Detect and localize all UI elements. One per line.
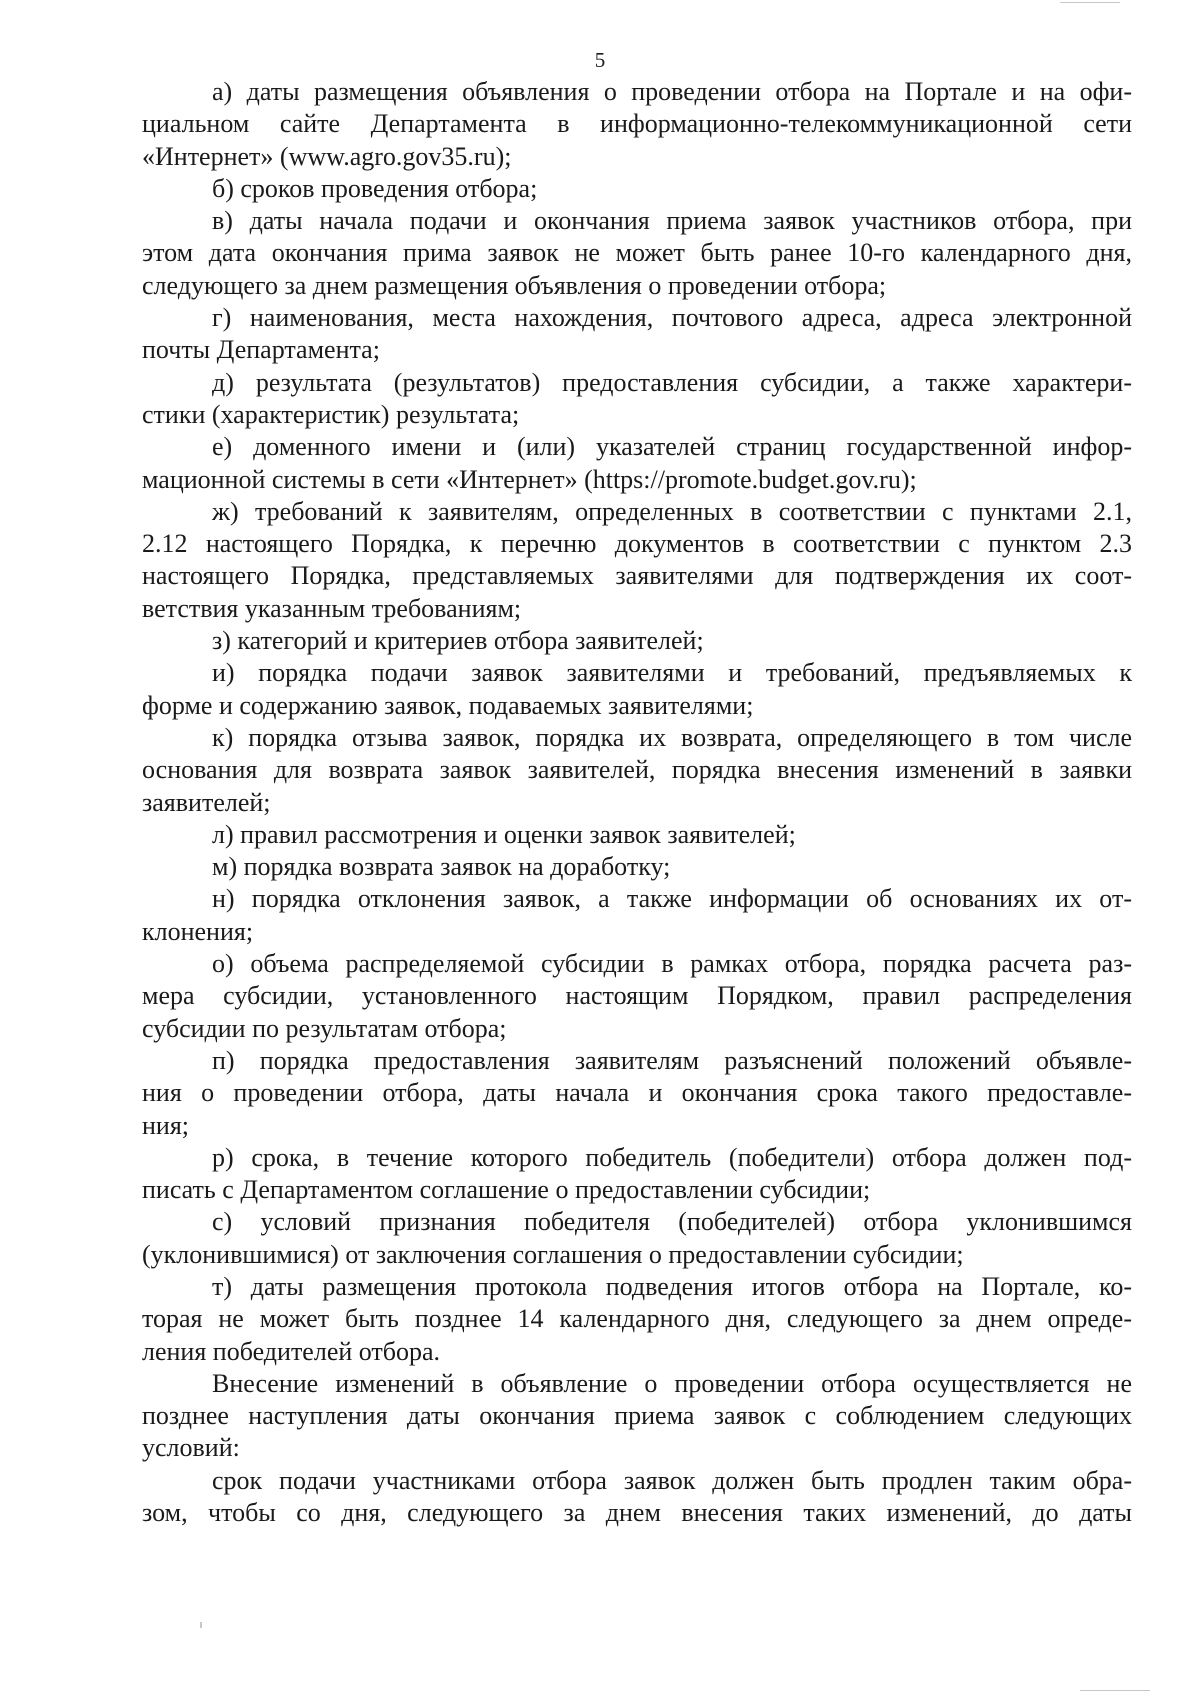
text-line: этом дата окончания прима заявок не может быть ранее 10-го календарного дня, [142,238,1132,268]
scan-artifact-top [1060,2,1120,3]
text-line: г) наименования, места нахождения, почтового адреса, адреса электронной [212,303,1132,333]
paragraph [142,657,1132,722]
paragraph [142,1045,1132,1142]
text-line: в) даты начала подачи и окончания приема заявок участников отбора, при [212,206,1132,236]
paragraph [142,625,1132,657]
text-line: к) порядка отзыва заявок, порядка их возврата, определяющего в том числе [212,722,1132,752]
text-line: ж) требований к заявителям, определенных в соответствии с пунктами 2.1, [212,496,1132,526]
paragraph [142,302,1132,367]
text-line: субсидии по результатам отбора; [142,1013,507,1043]
paragraph [142,173,1132,205]
text-line: т) даты размещения протокола подведения итогов отбора на Портале, ко- [212,1271,1132,1301]
text-line: р) срока, в течение которого победитель (победители) отбора должен под- [212,1142,1132,1172]
text-line: условий: [142,1433,240,1463]
text-line: з) категорий и критериев отбора заявителей; [212,626,704,656]
text-line: писать с Департаментом соглашение о предоставлении субсидии; [142,1175,871,1205]
text-line: мационной системы в сети «Интернет» (https://promote.budget.gov.ru); [142,464,917,494]
text-line: 2.12 настоящего Порядка, к перечню документов в соответствии с пунктом 2.3 [142,529,1132,559]
text-line: н) порядка отклонения заявок, а также информации об основаниях их от- [212,884,1132,914]
paragraph [142,1465,1132,1530]
text-line: зом, чтобы со дня, следующего за днем внесения таких изменений, до даты [142,1498,1132,1528]
text-line: (уклонившимися) от заключения соглашения о предоставлении субсидии; [142,1239,964,1269]
text-line: ветствия указанным требованиям; [142,593,522,623]
paragraph [142,819,1132,851]
text-line: основания для возврата заявок заявителей, порядка внесения изменений в заявки [142,755,1132,785]
text-line: почты Департамента; [142,335,380,365]
document-body [142,76,1132,1529]
paragraph [142,1368,1132,1465]
text-line: л) правил рассмотрения и оценки заявок заявителей; [212,819,796,849]
text-line: о) объема распределяемой субсидии в рамках отбора, порядка расчета раз- [212,949,1132,979]
text-line: следующего за днем размещения объявления о проведении отбора; [142,270,887,300]
text-line: м) порядка возврата заявок на доработку; [212,852,671,882]
text-line: б) сроков проведения отбора; [212,173,538,203]
text-line: мера субсидии, установленного настоящим Порядком, правил распределения [142,981,1132,1011]
scan-artifact-bottom-left [200,1622,202,1628]
text-line: заявителей; [142,787,271,817]
text-line: циальном сайте Департамента в информационно-телекоммуникационной сети [142,109,1132,139]
paragraph [142,851,1132,883]
text-line: клонения; [142,916,254,946]
paragraph [142,367,1132,432]
text-line: торая не может быть позднее 14 календарного дня, следующего за днем опреде- [142,1304,1132,1334]
paragraph [142,883,1132,948]
paragraph [142,205,1132,302]
scan-artifact-bottom-right [1080,1690,1150,1691]
text-line: позднее наступления даты окончания приема заявок с соблюдением следующих [142,1401,1132,1431]
text-line: д) результата (результатов) предоставления субсидии, а также характери- [212,367,1132,397]
paragraph [142,1142,1132,1207]
text-line: е) доменного имени и (или) указателей страниц государственной инфор- [212,432,1132,462]
paragraph [142,496,1132,625]
text-line: форме и содержанию заявок, подаваемых заявителями; [142,690,754,720]
paragraph [142,431,1132,496]
paragraph [142,1271,1132,1368]
text-line: ления победителей отбора. [142,1336,441,1366]
text-line: и) порядка подачи заявок заявителями и требований, предъявляемых к [212,658,1132,688]
paragraph [142,948,1132,1045]
paragraph [142,1206,1132,1271]
text-line: ния о проведении отбора, даты начала и окончания срока такого предоставле- [142,1078,1132,1108]
text-line: срок подачи участниками отбора заявок должен быть продлен таким обра- [212,1465,1132,1495]
text-line: стики (характеристик) результата; [142,399,520,429]
text-line: а) даты размещения объявления о проведении отбора на Портале и на офи- [212,77,1132,106]
paragraph [142,722,1132,819]
text-line: настоящего Порядка, представляемых заявителями для подтверждения их соот- [142,561,1132,591]
page-number: 5 [594,48,606,72]
text-line: с) условий признания победителя (победителей) отбора уклонившимся [212,1207,1132,1237]
paragraph [142,76,1132,173]
text-line: «Интернет» (www.agro.gov35.ru); [142,141,512,171]
text-line: ния; [142,1110,190,1140]
text-line: п) порядка предоставления заявителям разъяснений положений объявле- [212,1045,1132,1075]
text-line: Внесение изменений в объявление о проведении отбора осуществляется не [212,1368,1132,1398]
